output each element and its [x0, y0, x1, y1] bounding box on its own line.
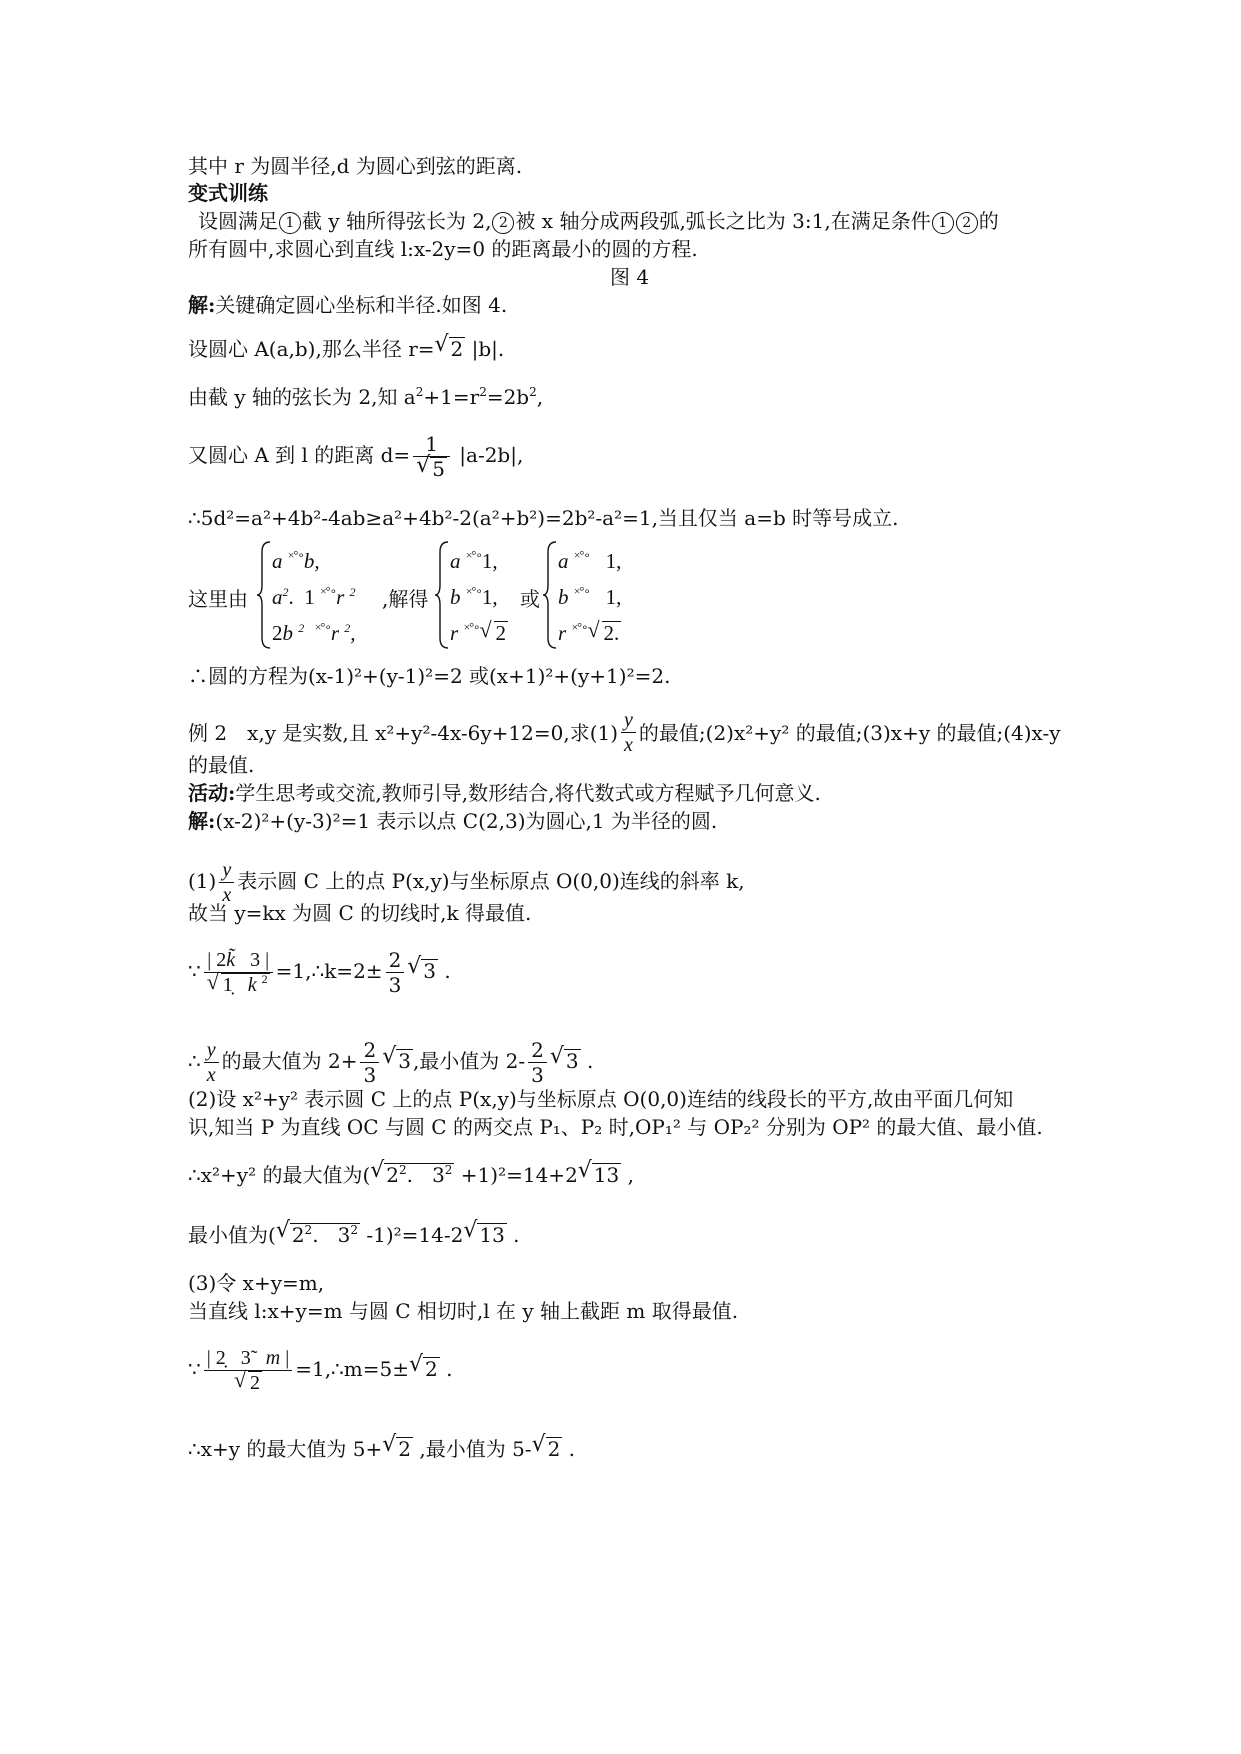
equation-line: ∴ $\frac{y}{x}$ 的最大值为 2+ $\frac{2}{3}$ √ 3 ,最小值为 2- $\frac{2}{3}$ √ 3 .: [188, 1038, 594, 1087]
text-line: ,解得: [382, 587, 429, 611]
fraction: $\frac{y}{x}$: [219, 858, 234, 907]
circled-number: 1: [932, 212, 954, 234]
equation-line: ∴x+y 的最大值为 5+ √ 2 ,最小值为 5- √ 2 .: [188, 1432, 576, 1461]
circled-number: 2: [956, 212, 978, 234]
text-line: 又圆心 A 到 l 的距离 d= 1 √ 5 |a-2b|,: [188, 432, 524, 481]
system-row: r ×°∘ √ 2: [450, 617, 507, 645]
circled-number: 1: [279, 212, 301, 234]
fraction: $\frac{2}{3}$: [528, 1038, 547, 1087]
system-row: r ×°∘ √ 2.: [558, 617, 620, 645]
system-row: a ×°∘b,: [272, 548, 320, 573]
fraction: $\frac{y}{x}$: [204, 1038, 219, 1087]
text-line: 由截 y 轴的弦长为 2,知 $a^2+1=r^2=2b^2$,: [188, 385, 544, 409]
system-row: b ×°∘1,: [450, 584, 498, 609]
equation-line: ∵ | 2k̃ 3 | √ 1̣ k $^2$ =1,∴k=2± $\frac{2}{3}$ √ 3 .: [188, 948, 451, 997]
text-line: 识,知当 P 为直线 OC 与圆 C 的两交点 P₁、P₂ 时,OP₁² 与 OP₂² 分别为 OP² 的最大值、最小值.: [188, 1115, 1043, 1139]
equation-line: ∴x²+y² 的最大值为( √ $2^2$. $3^2 +1)^2=14+2$ √ 13 ,: [188, 1158, 634, 1187]
text-line: (3)令 x+y=m,: [188, 1271, 325, 1295]
text-line: 的最值.: [188, 753, 255, 777]
text-line: 或: [520, 587, 540, 611]
system-row: $a^2$. 1 ×°∘r $^2$: [272, 584, 356, 609]
solution-line: 解:(x-2)²+(y-3)²=1 表示以点 C(2,3)为圆心,1 为半径的圆.: [188, 809, 718, 833]
fraction: $\frac{2}{3}$: [360, 1038, 379, 1087]
activity-line: 活动:学生思考或交流,教师引导,数形结合,将代数式或方程赋予几何意义.: [188, 781, 821, 805]
equation-line: ∵ | 2̣ 3̃ m | √ 2 =1,∴m=5± √ 2 .: [188, 1347, 453, 1394]
fraction: 1 √ 5: [413, 432, 450, 481]
text-line: 故当 y=kx 为圆 C 的切线时,k 得最值.: [188, 901, 532, 925]
system-row: a ×°∘ 1,: [558, 548, 622, 573]
equation-line: 最小值为( √ $2^2$. $3^2$ -1)²=14-2 √ 13 .: [188, 1218, 520, 1247]
solution-line: 解:关键确定圆心坐标和半径.如图 4.: [188, 293, 508, 317]
system-row: 2b $^2$ ×°∘r $^2$,: [272, 620, 356, 645]
system-row: a ×°∘1,: [450, 548, 498, 573]
circled-number: 2: [492, 212, 514, 234]
text-line: 这里由: [188, 587, 248, 611]
problem-line: 设圆满足 1 截 y 轴所得弦长为 2, 2 被 x 轴分成两段弧,弧长之比为 3:1,在满足条件 1 2 的: [198, 209, 999, 233]
text-line: 其中 r 为圆半径,d 为圆心到弦的距离.: [188, 154, 523, 178]
fraction: $\frac{y}{x}$: [621, 708, 636, 757]
section-heading: 变式训练: [188, 181, 268, 205]
text-line: ∴圆的方程为(x-1)²+(y-1)²=2 或(x+1)²+(y+1)²=2.: [188, 664, 671, 688]
problem-line: 所有圆中,求圆心到直线 l:x-2y=0 的距离最小的圆的方程.: [188, 237, 698, 261]
text-line: (2)设 x²+y² 表示圆 C 上的点 P(x,y)与坐标原点 O(0,0)连结的线段长的平方,故由平面几何知: [188, 1087, 1014, 1111]
text-line: 当直线 l:x+y=m 与圆 C 相切时,l 在 y 轴上截距 m 取得最值.: [188, 1299, 739, 1323]
fraction: | 2̣ 3̃ m | √ 2: [204, 1346, 292, 1395]
system-row: b ×°∘ 1,: [558, 584, 622, 609]
sqrt: √ 2: [434, 332, 464, 361]
fraction: $\frac{2}{3}$: [386, 948, 405, 997]
text-line: 设圆心 A(a,b),那么半径 r= √ 2 |b|.: [188, 332, 505, 361]
text-line: (1) $\frac{y}{x}$ 表示圆 C 上的点 P(x,y)与坐标原点 O(0,0)连线的斜率 k,: [188, 859, 745, 906]
text-line: ∴5d²=a²+4b²-4ab≥a²+4b²-2(a²+b²)=2b²-a²=1,当且仅当 a=b 时等号成立.: [188, 506, 899, 530]
figure-label: 图 4: [610, 265, 650, 289]
fraction: | 2k̃ 3 | √ 1̣ k $^2$: [204, 948, 273, 997]
sqrt: √ 3: [407, 954, 437, 983]
example-line: 例 2 x,y 是实数,且 x²+y²-4x-6y+12=0,求(1) $\frac{y}{x}$ 的最值;(2)x²+y² 的最值;(3)x+y 的最值;(4)x-y: [188, 709, 1061, 756]
